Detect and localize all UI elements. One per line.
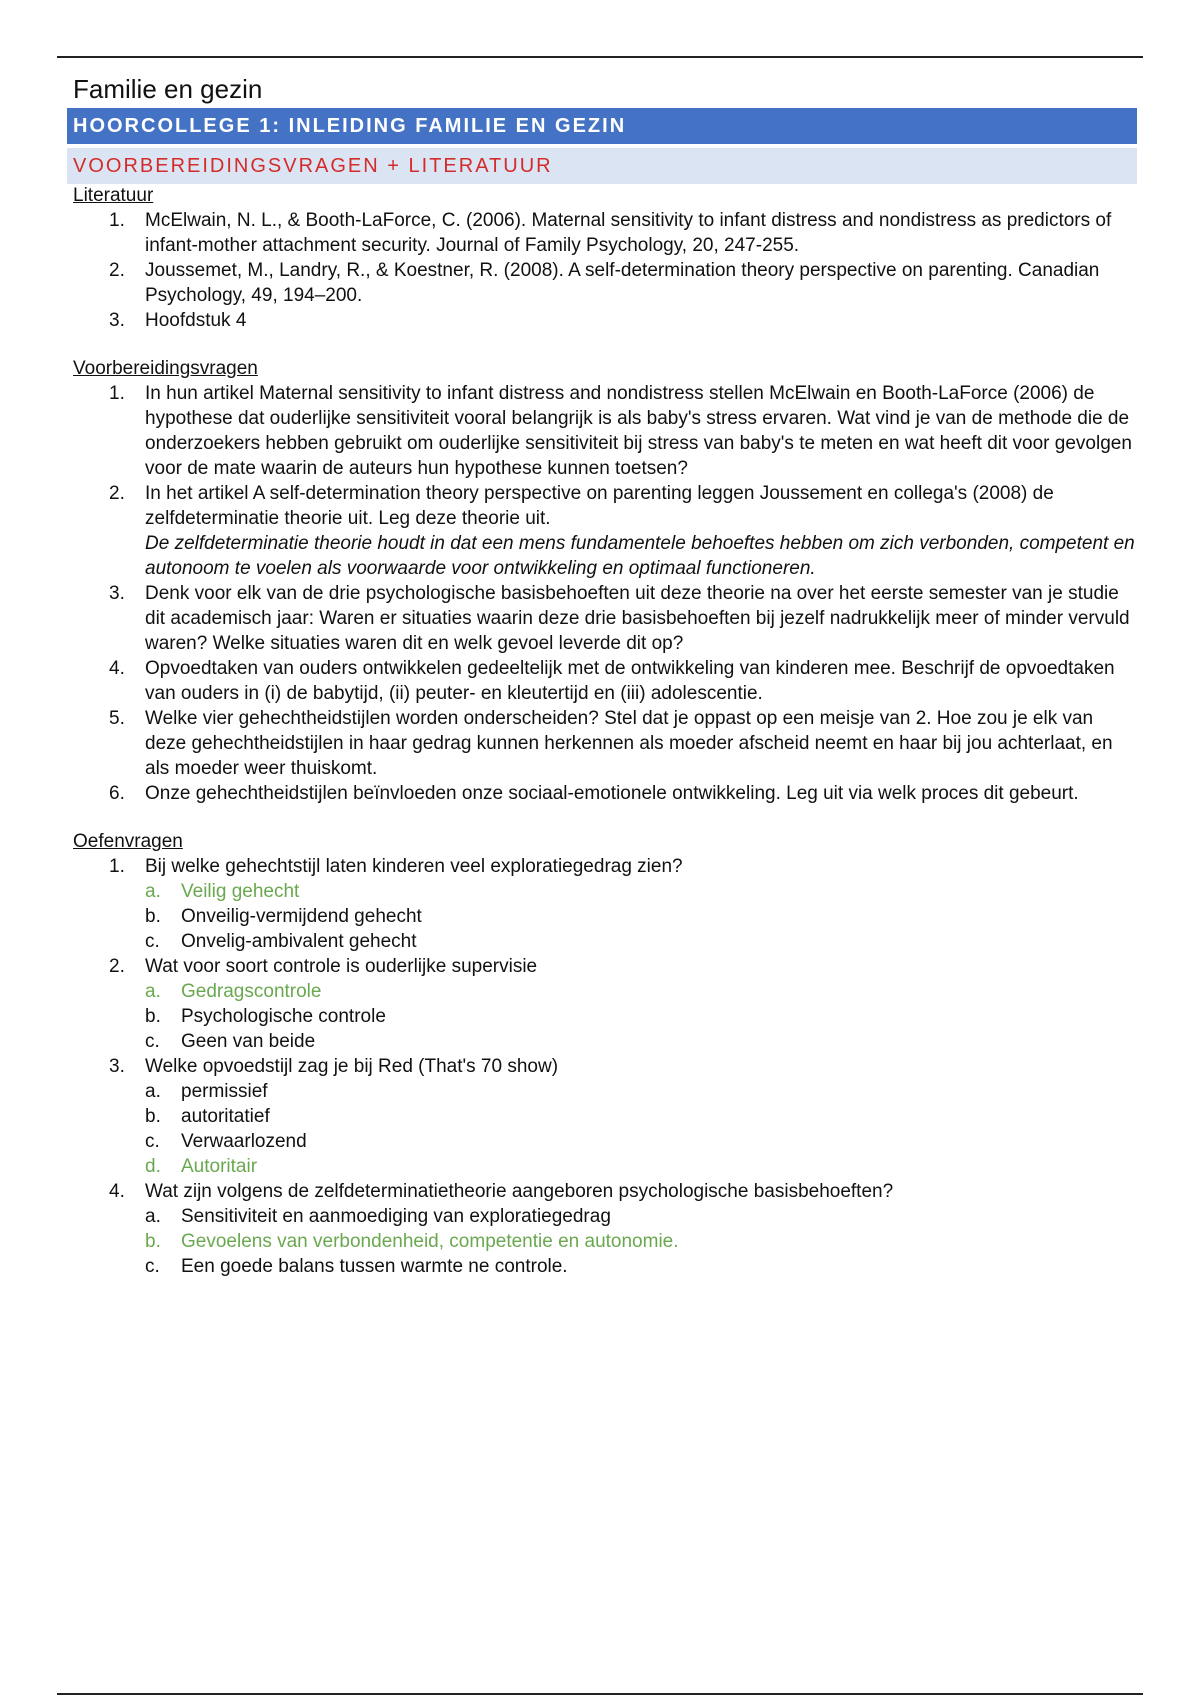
option-letter: b. [145, 1106, 161, 1127]
literatuur-heading: Literatuur [73, 185, 154, 206]
oefenvragen-heading: Oefenvragen [73, 831, 183, 852]
answer-option [145, 1129, 1137, 1154]
option-letter: d. [145, 1156, 161, 1177]
option-letter: b. [145, 1006, 161, 1027]
item-number: 3. [109, 583, 125, 604]
item-text: Welke vier gehechtheidstijlen worden onderscheiden? Stel dat je oppast op een meisje van 2. Hoe zou je elk van deze gehechtheidstijlen in haar gedrag kunnen herkennen als moeder afscheid neemt en haar bij jou achterlaat, en als moeder weer thuiskomt. [145, 708, 1113, 779]
answer-options [145, 979, 1137, 1054]
voorbereidingsvragen-heading: Voorbereidingsvragen [73, 358, 258, 379]
answer-option [145, 1104, 1137, 1129]
option-text: autoritatief [181, 1106, 270, 1127]
literatuur-item [67, 258, 1137, 308]
item-number: 2. [109, 260, 125, 281]
option-letter: c. [145, 1031, 160, 1052]
literatuur-item [67, 208, 1137, 258]
item-text: Bij welke gehechtstijl laten kinderen veel exploratiegedrag zien? [145, 856, 683, 877]
option-letter: b. [145, 906, 161, 927]
item-text: In het artikel A self-determination theory perspective on parenting leggen Joussement en collega's (2008) de zelfdeterminatie theorie uit. Leg deze theorie uit. [145, 483, 1054, 529]
item-text: Onze gehechtheidstijlen beïnvloeden onze sociaal-emotionele ontwikkeling. Leg uit via welk proces dit gebeurt. [145, 783, 1079, 804]
option-letter: c. [145, 931, 160, 952]
voorbereidingsvragen-item [67, 656, 1137, 706]
option-text: Sensitiviteit en aanmoediging van exploratiegedrag [181, 1206, 611, 1227]
heading-2: VOORBEREIDINGSVRAGEN + LITERATUUR [67, 148, 1137, 184]
item-text: McElwain, N. L., & Booth-LaForce, C. (2006). Maternal sensitivity to infant distress and nondistress as predictors of infant-mother attachment security. Journal of Family Psychology, 20, 247-255. [145, 210, 1112, 256]
answer-option [145, 929, 1137, 954]
answer-option-correct [145, 1154, 1137, 1179]
answer-option [145, 1029, 1137, 1054]
oefenvragen-item [67, 1179, 1137, 1279]
voorbereidingsvragen-item [67, 381, 1137, 481]
literatuur-item [67, 308, 1137, 333]
voorbereidingsvragen-item [67, 706, 1137, 781]
oefenvragen-item [67, 1054, 1137, 1179]
option-letter: a. [145, 981, 161, 1002]
item-number: 4. [109, 658, 125, 679]
answer-option [145, 1254, 1137, 1279]
option-text: Gedragscontrole [181, 981, 322, 1002]
item-number: 2. [109, 483, 125, 504]
option-text: Psychologische controle [181, 1006, 386, 1027]
item-number: 1. [109, 210, 125, 231]
option-letter: a. [145, 881, 161, 902]
item-answer-note: De zelfdeterminatie theorie houdt in dat een mens fundamentele behoeftes hebben om zich verbonden, competent en autonoom te voelen als voorwaarde voor ontwikkeling en optimaal functioneren. [145, 533, 1135, 579]
answer-option [145, 1079, 1137, 1104]
option-text: Onvelig-ambivalent gehecht [181, 931, 417, 952]
option-text: permissief [181, 1081, 268, 1102]
answer-option-correct [145, 879, 1137, 904]
item-text: Joussemet, M., Landry, R., & Koestner, R. (2008). A self-determination theory perspective on parenting. Canadian Psychology, 49, 194–200. [145, 260, 1100, 306]
literatuur-list [67, 208, 1137, 333]
option-text: Geen van beide [181, 1031, 316, 1052]
option-letter: a. [145, 1081, 161, 1102]
item-text: Opvoedtaken van ouders ontwikkelen gedeeltelijk met de ontwikkeling van kinderen mee. Beschrijf de opvoedtaken van ouders in (i) de babytijd, (ii) peuter- en kleutertijd en (iii) adolescentie. [145, 658, 1115, 704]
option-text: Veilig gehecht [181, 881, 300, 902]
voorbereidingsvragen-item [67, 781, 1137, 806]
answer-options [145, 879, 1137, 954]
voorbereidingsvragen-list [67, 381, 1137, 806]
item-number: 1. [109, 383, 125, 404]
option-text: Verwaarlozend [181, 1131, 307, 1152]
answer-options [145, 1079, 1137, 1179]
item-text: Welke opvoedstijl zag je bij Red (That's 70 show) [145, 1056, 559, 1077]
voorbereidingsvragen-item [67, 581, 1137, 656]
item-number: 2. [109, 956, 125, 977]
item-number: 1. [109, 856, 125, 877]
item-number: 4. [109, 1181, 125, 1202]
answer-option [145, 1204, 1137, 1229]
item-number: 3. [109, 310, 125, 331]
option-letter: a. [145, 1206, 161, 1227]
bottom-rule [57, 1693, 1143, 1695]
oefenvragen-item [67, 954, 1137, 1054]
item-number: 3. [109, 1056, 125, 1077]
option-text: Autoritair [181, 1156, 258, 1177]
item-text: Wat voor soort controle is ouderlijke supervisie [145, 956, 538, 977]
option-text: Een goede balans tussen warmte ne controle. [181, 1256, 568, 1277]
answer-option-correct [145, 1229, 1137, 1254]
option-letter: c. [145, 1256, 160, 1277]
heading-1: HOORCOLLEGE 1: INLEIDING FAMILIE EN GEZIN [67, 108, 1137, 144]
oefenvragen-item [67, 854, 1137, 954]
document-title: Familie en gezin [73, 74, 263, 104]
option-letter: b. [145, 1231, 161, 1252]
item-text: In hun artikel Maternal sensitivity to infant distress and nondistress stellen McElwain en Booth-LaForce (2006) de hypothese dat ouderlijke sensitiviteit vooral belangrijk is als baby's stress ervaren. Wat vind je van de methode die de onderzoekers hebben gebruikt om ouderlijke sensitiviteit bij stress van baby's te meten en wat heeft dit voor gevolgen voor de mate waarin de auteurs hun hypothese kunnen toetsen? [145, 383, 1132, 479]
item-text: Hoofdstuk 4 [145, 310, 247, 331]
option-text: Onveilig-vermijdend gehecht [181, 906, 422, 927]
answer-option [145, 904, 1137, 929]
top-rule [57, 56, 1143, 58]
oefenvragen-list [67, 854, 1137, 1279]
item-number: 6. [109, 783, 125, 804]
voorbereidingsvragen-item [67, 481, 1137, 581]
item-text: Wat zijn volgens de zelfdeterminatietheorie aangeboren psychologische basisbehoeften? [145, 1181, 894, 1202]
answer-option [145, 1004, 1137, 1029]
answer-option-correct [145, 979, 1137, 1004]
document-page [67, 70, 1137, 1279]
item-text: Denk voor elk van de drie psychologische basisbehoeften uit deze theorie na over het eerste semester van je studie dit academisch jaar: Waren er situaties waarin deze drie basisbehoeften bij jezelf nadrukkelijk meer of minder vervuld waren? Welke situaties waren dit en welk gevoel leverde dit op? [145, 583, 1130, 654]
answer-options [145, 1204, 1137, 1279]
option-letter: c. [145, 1131, 160, 1152]
item-number: 5. [109, 708, 125, 729]
option-text: Gevoelens van verbondenheid, competentie en autonomie. [181, 1231, 679, 1252]
